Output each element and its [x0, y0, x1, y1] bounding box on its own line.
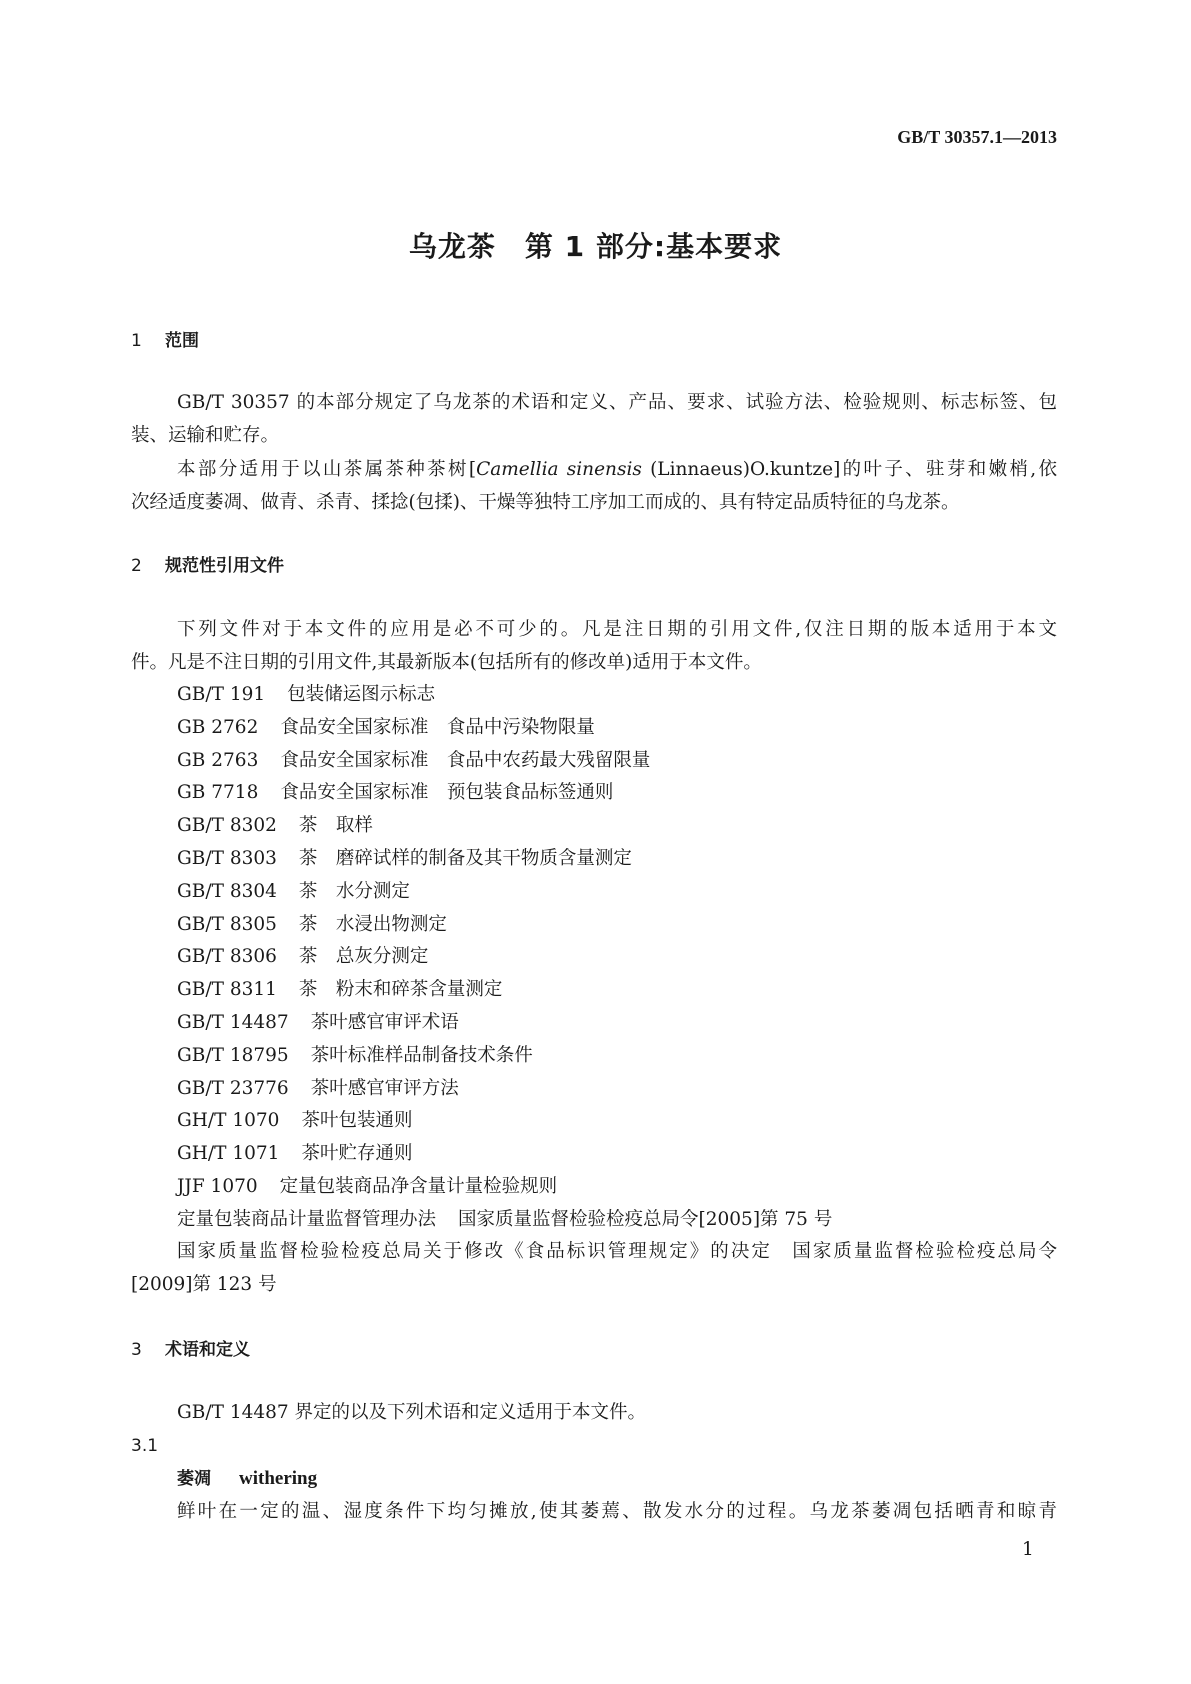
- section-number: 3: [131, 1340, 142, 1360]
- reference-code: GB 2763: [177, 749, 259, 771]
- reference-code: GB/T 8304: [177, 880, 277, 902]
- scope-paragraph-1-line-2: 装、运输和贮存。: [131, 425, 280, 446]
- section-title: 范围: [165, 331, 199, 351]
- term-definition: 鲜叶在一定的温、湿度条件下均匀摊放,使其萎蔫、散发水分的过程。乌龙茶萎凋包括晒青和晾青: [177, 1501, 1057, 1522]
- reference-code: GH/T 1071: [177, 1143, 280, 1165]
- subclause-number: 3.1: [131, 1436, 159, 1456]
- reference-item: [177, 814, 373, 838]
- text: (Linnaeus)O.kuntze]的叶子、驻芽和嫩梢,依: [650, 459, 1057, 480]
- reference-title: 茶 取样: [298, 815, 373, 837]
- section-1-heading: [131, 329, 199, 353]
- term-chinese: 萎凋: [177, 1469, 211, 1489]
- reference-code: GB/T 8302: [177, 815, 277, 837]
- reference-item: [177, 749, 650, 773]
- reference-item: [177, 913, 447, 937]
- reference-item: [177, 880, 410, 904]
- reference-code: GB/T 8306: [177, 946, 277, 968]
- reference-code: GB/T 191: [177, 684, 266, 705]
- reference-title: 食品安全国家标准 食品中污染物限量: [280, 716, 595, 738]
- reference-title: 茶 粉末和碎茶含量测定: [298, 979, 503, 1001]
- reference-code: GB/T 18795: [177, 1044, 289, 1066]
- reference-title: 茶叶包装通则: [301, 1110, 413, 1132]
- section-number: 2: [131, 556, 142, 576]
- reference-item: [177, 978, 502, 1002]
- reference-title: 茶 水浸出物测定: [298, 913, 447, 935]
- reference-code: GB/T 14487: [177, 1012, 289, 1033]
- reference-code: GB/T 8303: [177, 848, 277, 869]
- reference-title: 茶叶感官审评术语: [310, 1012, 459, 1033]
- section-3-heading: [131, 1338, 250, 1362]
- reference-title: 茶 总灰分测定: [298, 946, 429, 968]
- reference-title: 茶 磨碎试样的制备及其干物质含量测定: [298, 848, 632, 869]
- terms-intro: GB/T 14487 界定的以及下列术语和定义适用于本文件。: [177, 1402, 647, 1423]
- reference-item: [177, 1011, 459, 1035]
- reference-title: 包装储运图示标志: [287, 684, 436, 705]
- reference-last-line-2: [2009]第 123 号: [131, 1274, 277, 1295]
- reference-item: [177, 1109, 412, 1133]
- section-number: 1: [131, 331, 142, 351]
- reference-title: 定量包装商品净含量计量检验规则: [279, 1176, 558, 1197]
- reference-title: 茶叶贮存通则: [301, 1143, 413, 1165]
- references-intro-line-2: 件。凡是不注日期的引用文件,其最新版本(包括所有的修改单)适用于本文件。: [131, 652, 762, 673]
- reference-item: [177, 847, 632, 871]
- reference-last-line-1: 国家质量监督检验检疫总局关于修改《食品标识管理规定》的决定 国家质量监督检验检疫总局令: [177, 1241, 1057, 1262]
- term-heading: [177, 1467, 317, 1491]
- references-intro-line-1: 下列文件对于本文件的应用是必不可少的。凡是注日期的引用文件,仅注日期的版本适用于本文: [177, 619, 1057, 640]
- page-title: 乌龙茶 第 1 部分:基本要求: [408, 230, 783, 263]
- reference-code: GH/T 1070: [177, 1110, 280, 1132]
- scope-paragraph-2-line-1: [177, 458, 1057, 482]
- reference-code: JJF 1070: [177, 1176, 258, 1197]
- reference-title: 食品安全国家标准 预包装食品标签通则: [280, 782, 614, 804]
- reference-title: 茶叶标准样品制备技术条件: [310, 1044, 533, 1066]
- reference-item: [177, 1175, 557, 1199]
- page-number: 1: [1022, 1539, 1034, 1560]
- reference-item: [177, 716, 595, 740]
- reference-item: [177, 1142, 412, 1166]
- reference-title: 茶 水分测定: [298, 880, 410, 902]
- reference-item: [177, 1044, 533, 1068]
- term-english: withering: [239, 1468, 318, 1489]
- reference-item: [177, 781, 613, 805]
- text: 本部分适用于以山茶属茶种茶树[: [177, 459, 477, 480]
- section-title: 术语和定义: [165, 1340, 250, 1360]
- reference-item: [177, 1077, 459, 1101]
- reference-code: GB 2762: [177, 716, 259, 738]
- standard-code-header: GB/T 30357.1—2013: [897, 127, 1057, 147]
- scope-paragraph-2-line-2: 次经适度萎凋、做青、杀青、揉捻(包揉)、干燥等独特工序加工而成的、具有特定品质特征的乌龙茶。: [131, 492, 960, 513]
- scope-paragraph-1-line-1: GB/T 30357 的本部分规定了乌龙茶的术语和定义、产品、要求、试验方法、检验规则、标志标签、包: [177, 392, 1057, 413]
- reference-title: 茶叶感官审评方法: [310, 1077, 459, 1099]
- reference-code: GB/T 8311: [177, 979, 277, 1001]
- reference-item: [177, 1208, 832, 1232]
- latin-species-name: Camellia sinensis: [476, 459, 642, 480]
- reference-code: 定量包装商品计量监督管理办法: [177, 1208, 437, 1230]
- reference-title: 食品安全国家标准 食品中农药最大残留限量: [280, 749, 651, 771]
- reference-code: GB 7718: [177, 782, 259, 804]
- section-title: 规范性引用文件: [165, 556, 284, 576]
- reference-item: [177, 945, 428, 969]
- reference-title: 国家质量监督检验检疫总局令[2005]第 75 号: [458, 1208, 833, 1230]
- section-2-heading: [131, 554, 284, 578]
- reference-code: GB/T 23776: [177, 1077, 289, 1099]
- reference-item: [177, 683, 435, 707]
- reference-code: GB/T 8305: [177, 913, 277, 935]
